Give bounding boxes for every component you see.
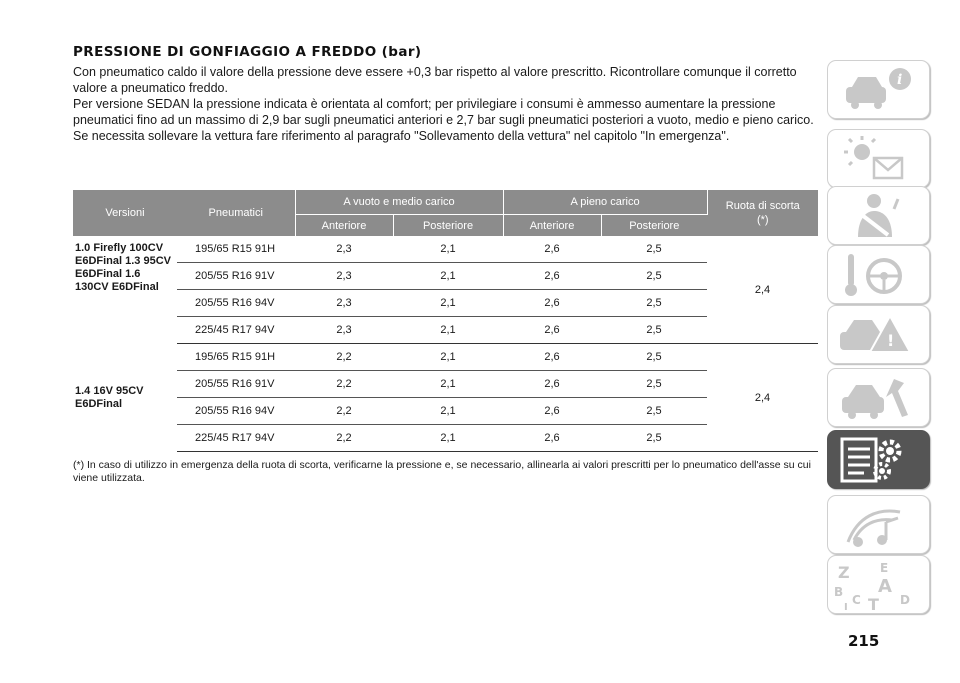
alphabetical-index-icon (828, 556, 929, 613)
pressure-table-body (73, 236, 818, 452)
pieno-anteriore-cell: 2,6 (503, 398, 601, 425)
version-cell: 1.4 16V 95CV E6DFinal (75, 384, 144, 410)
vuoto-anteriore-cell: 2,2 (295, 425, 393, 452)
header-pieno-posteriore: Posteriore (601, 215, 707, 237)
vuoto-posteriore-cell: 2,1 (393, 371, 503, 398)
version-cell: 1.0 Firefly 100CV E6DFinal 1.3 95CV E6DFinal 1.6 130CV E6DFinal (75, 242, 171, 293)
tire-cell: 225/45 R17 94V (177, 317, 295, 344)
header-vuoto-anteriore: Anteriore (295, 215, 393, 237)
table-row (73, 263, 818, 290)
pieno-anteriore-cell: 2,6 (503, 425, 601, 452)
pieno-posteriore-cell: 2,5 (601, 344, 707, 371)
pieno-posteriore-cell: 2,5 (601, 236, 707, 263)
footnote: (*) In caso di utilizzo in emergenza della ruota di scorta, verificarne la pressione e, se necessario, allinearla ai valori prescritti per lo pneumatico dell'asse su cui viene utilizzata. (73, 459, 811, 484)
page-number: 215 (848, 632, 880, 650)
tire-cell: 205/55 R16 91V (177, 263, 295, 290)
pieno-anteriore-cell: 2,6 (503, 317, 601, 344)
chapter-tab-9[interactable] (827, 555, 930, 614)
header-pneumatici: Pneumatici (177, 190, 295, 236)
header-versioni: Versioni (73, 190, 177, 236)
header-pieno-anteriore: Anteriore (503, 215, 601, 237)
chapter-tab-5[interactable] (827, 305, 930, 364)
pieno-posteriore-cell: 2,5 (601, 263, 707, 290)
vuoto-anteriore-cell: 2,3 (295, 290, 393, 317)
tire-cell: 195/65 R15 91H (177, 236, 295, 263)
vuoto-anteriore-cell: 2,2 (295, 398, 393, 425)
table-row (73, 344, 818, 371)
pieno-anteriore-cell: 2,6 (503, 263, 601, 290)
technical-data-icon (828, 431, 929, 488)
tire-cell: 195/65 R15 91H (177, 344, 295, 371)
chapter-tab-1[interactable] (827, 60, 930, 119)
table-row (73, 398, 818, 425)
page-title: PRESSIONE DI GONFIAGGIO A FREDDO (bar) (73, 44, 422, 60)
tire-cell: 205/55 R16 94V (177, 398, 295, 425)
index-letter: A (878, 576, 892, 597)
spare-wheel-cell: 2,4 (707, 236, 818, 344)
tire-cell: 205/55 R16 91V (177, 371, 295, 398)
paragraph-hot-tyre: Con pneumatico caldo il valore della pressione deve essere +0,3 bar rispetto al valore prescritto. Ricontrollare comunque il corretto valore a pneumatico freddo. (73, 65, 797, 95)
index-letter: C (852, 593, 861, 607)
vuoto-posteriore-cell: 2,1 (393, 398, 503, 425)
pieno-anteriore-cell: 2,6 (503, 290, 601, 317)
tire-cell: 205/55 R16 94V (177, 290, 295, 317)
vuoto-posteriore-cell: 2,1 (393, 263, 503, 290)
chapter-tab-7[interactable] (827, 430, 930, 489)
spare-wheel-cell: 2,4 (707, 344, 818, 452)
vuoto-posteriore-cell: 2,1 (393, 236, 503, 263)
chapter-tab-8[interactable] (827, 495, 930, 554)
header-ruota-scorta: Ruota di scorta (*) (707, 190, 818, 236)
table-row (73, 317, 818, 344)
svg-text:!: ! (887, 331, 895, 350)
header-vuoto: A vuoto e medio carico (295, 190, 503, 215)
multimedia-icon (828, 496, 929, 553)
key-steering-wheel-icon (828, 246, 929, 303)
pieno-anteriore-cell: 2,6 (503, 371, 601, 398)
pieno-anteriore-cell: 2,6 (503, 344, 601, 371)
seatbelt-person-icon (828, 187, 929, 244)
pieno-anteriore-cell: 2,6 (503, 236, 601, 263)
table-row (73, 290, 818, 317)
chapter-tab-3[interactable] (827, 186, 930, 245)
paragraph-sedan: Per versione SEDAN la pressione indicata è orientata al comfort; per privilegiare i consumi è ammesso aumentare la pressione pneumatici fino ad un massimo di 2,9 bar sugli pneumatici anteriori e 2,7 bar sugli pneumatici posteriori a vuoto, medio e pieno carico. (73, 97, 814, 127)
pressure-table (73, 190, 818, 452)
pieno-posteriore-cell: 2,5 (601, 290, 707, 317)
pieno-posteriore-cell: 2,5 (601, 425, 707, 452)
index-letter: I (844, 602, 848, 613)
chapter-tab-4[interactable] (827, 245, 930, 304)
pieno-posteriore-cell: 2,5 (601, 398, 707, 425)
table-row (73, 425, 818, 452)
vuoto-anteriore-cell: 2,3 (295, 263, 393, 290)
pressure-table-container (73, 190, 818, 452)
index-letter: T (868, 595, 879, 613)
table-row (73, 371, 818, 398)
index-letter: D (900, 593, 910, 607)
vuoto-anteriore-cell: 2,3 (295, 317, 393, 344)
index-letter: Z (838, 563, 850, 582)
table-row (73, 236, 818, 263)
car-emergency-icon (828, 306, 929, 363)
vuoto-anteriore-cell: 2,2 (295, 344, 393, 371)
vuoto-anteriore-cell: 2,3 (295, 236, 393, 263)
main-content (73, 44, 818, 144)
vuoto-posteriore-cell: 2,1 (393, 425, 503, 452)
header-pieno: A pieno carico (503, 190, 707, 215)
warning-light-icon (828, 130, 929, 187)
vuoto-anteriore-cell: 2,2 (295, 371, 393, 398)
vuoto-posteriore-cell: 2,1 (393, 317, 503, 344)
car-maintenance-icon (828, 369, 929, 426)
tire-cell: 225/45 R17 94V (177, 425, 295, 452)
paragraph-lifting: Se necessita sollevare la vettura fare riferimento al paragrafo "Sollevamento della vettura" nel capitolo "In emergenza". (73, 129, 730, 143)
pieno-posteriore-cell: 2,5 (601, 317, 707, 344)
chapter-tab-6[interactable] (827, 368, 930, 427)
index-letter: E (880, 561, 889, 575)
vuoto-posteriore-cell: 2,1 (393, 290, 503, 317)
chapter-tab-2[interactable] (827, 129, 930, 188)
index-letter: B (834, 585, 844, 599)
car-info-icon (828, 61, 929, 118)
vuoto-posteriore-cell: 2,1 (393, 344, 503, 371)
svg-text:i: i (897, 72, 903, 88)
header-vuoto-posteriore: Posteriore (393, 215, 503, 237)
pieno-posteriore-cell: 2,5 (601, 371, 707, 398)
